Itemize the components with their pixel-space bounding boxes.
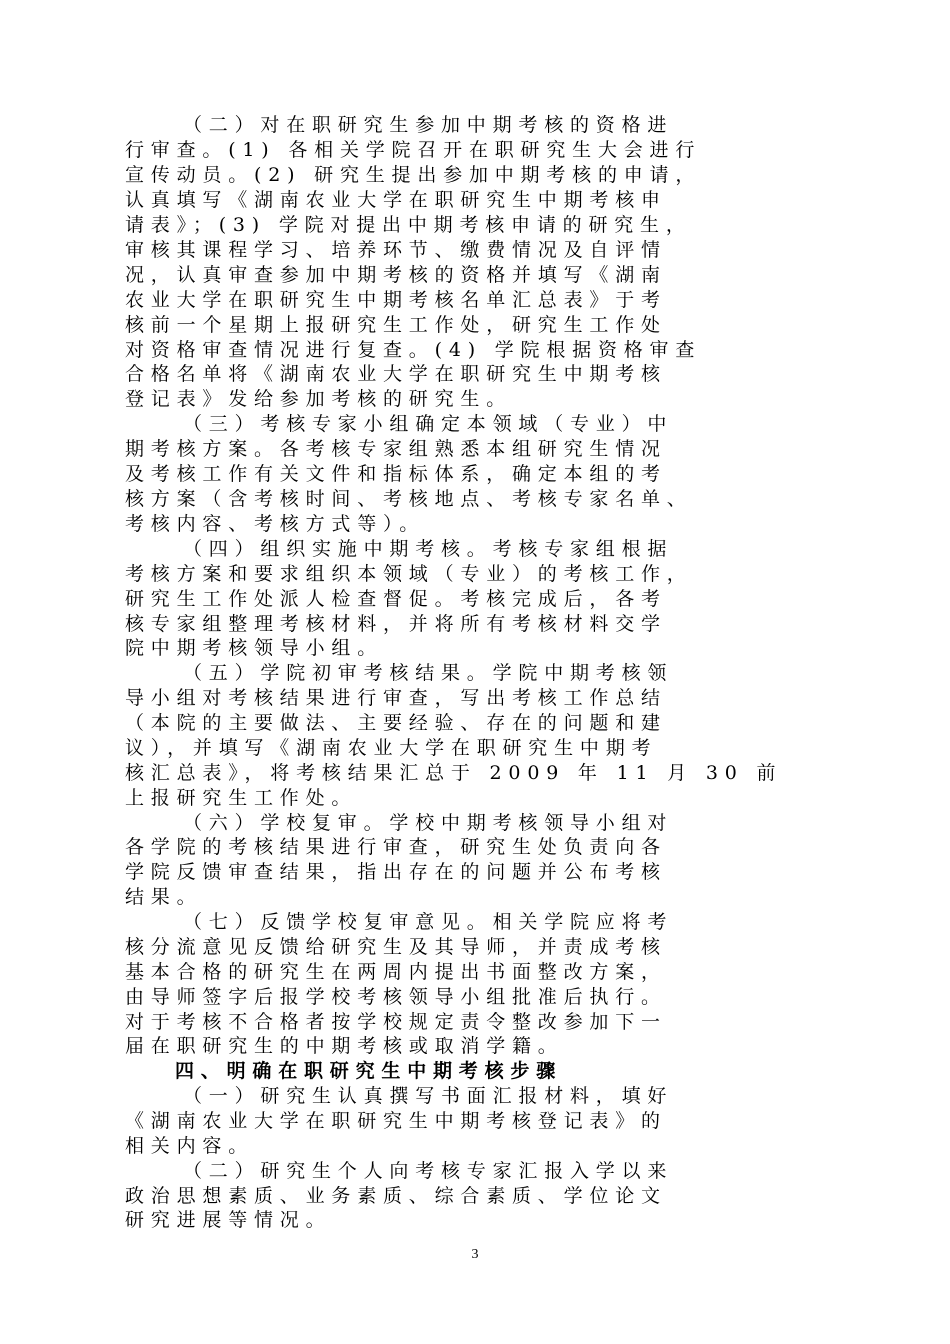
text-line: 结果。: [125, 886, 203, 908]
text-line: 基本合格的研究生在两周内提出书面整改方案，: [125, 961, 667, 983]
text-line: 核方案（含考核时间、考核地点、考核专家名单、: [125, 488, 693, 510]
text-line: （六）学校复审。学校中期考核领导小组对: [183, 812, 674, 834]
text-line: 对资格审查情况进行复查。(4) 学院根据资格审查: [125, 339, 702, 361]
text-line: （本院的主要做法、主要经验、存在的问题和建: [125, 712, 667, 734]
section-heading: 四、明确在职研究生中期考核步骤: [175, 1060, 563, 1082]
text-line: 导小组对考核结果进行审查，写出考核工作总结: [125, 687, 667, 709]
text-line: 政治思想素质、业务素质、综合素质、学位论文: [125, 1185, 667, 1207]
text-line: 考核内容、考核方式等）。: [125, 513, 426, 535]
text-line: 审核其课程学习、培养环节、缴费情况及自评情: [125, 239, 667, 261]
text-line: 请表》；(3) 学院对提出中期考核申请的研究生，: [125, 214, 692, 236]
text-line: （七）反馈学校复审意见。相关学院应将考: [183, 911, 674, 933]
text-line: 《湖南农业大学在职研究生中期考核登记表》的: [125, 1110, 667, 1132]
text-line: 合格名单将《湖南农业大学在职研究生中期考核: [125, 363, 667, 385]
text-line: 各学院的考核结果进行审查，研究生处负责向各: [125, 836, 667, 858]
text-line: 研究进展等情况。: [125, 1209, 332, 1231]
text-line: 考核方案和要求组织本领域（专业）的考核工作，: [125, 563, 693, 585]
text-line: 核前一个星期上报研究生工作处，研究生工作处: [125, 314, 667, 336]
text-line: （二）研究生个人向考核专家汇报入学以来: [183, 1160, 674, 1182]
text-line: （三）考核专家小组确定本领域（专业）中: [183, 413, 674, 435]
text-line: 认真填写《湖南农业大学在职研究生中期考核申: [125, 189, 667, 211]
text-line: （五）学院初审考核结果。学院中期考核领: [183, 662, 674, 684]
text-line: 核分流意见反馈给研究生及其导师，并责成考核: [125, 936, 667, 958]
text-line: 宣传动员。(2) 研究生提出参加中期考核的申请，: [125, 164, 702, 186]
page-number: 3: [471, 1247, 479, 1262]
text-line: 上报研究生工作处。: [125, 787, 358, 809]
text-line: 相关内容。: [125, 1135, 255, 1157]
text-line: 登记表》发给参加考核的研究生。: [125, 388, 513, 410]
text-line: 由导师签字后报学校考核领导小组批准后执行。: [125, 986, 667, 1008]
text-line: 行审查。(1) 各相关学院召开在职研究生大会进行: [125, 139, 702, 161]
text-line: 期考核方案。各考核专家组熟悉本组研究生情况: [125, 438, 667, 460]
text-line: 届在职研究生的中期考核或取消学籍。: [125, 1035, 564, 1057]
text-line: 农业大学在职研究生中期考核名单汇总表》于考: [125, 289, 667, 311]
text-line: （一）研究生认真撰写书面汇报材料，填好: [183, 1085, 674, 1107]
text-line: 及考核工作有关文件和指标体系，确定本组的考: [125, 463, 667, 485]
text-line: 院中期考核领导小组。: [125, 637, 384, 659]
text-line: （二）对在职研究生参加中期考核的资格进: [183, 114, 674, 136]
text-line: 核汇总表》，将考核结果汇总于 2009 年 11 月 30 前: [125, 762, 783, 784]
text-line: 议），并填写《湖南农业大学在职研究生中期考: [125, 737, 658, 759]
text-line: 况，认真审查参加中期考核的资格并填写《湖南: [125, 264, 667, 286]
text-line: （四）组织实施中期考核。考核专家组根据: [183, 538, 674, 560]
text-line: 对于考核不合格者按学校规定责令整改参加下一: [125, 1011, 667, 1033]
text-line: 核专家组整理考核材料，并将所有考核材料交学: [125, 613, 667, 635]
text-line: 研究生工作处派人检查督促。考核完成后，各考: [125, 588, 667, 610]
text-line: 学院反馈审查结果，指出存在的问题并公布考核: [125, 861, 667, 883]
